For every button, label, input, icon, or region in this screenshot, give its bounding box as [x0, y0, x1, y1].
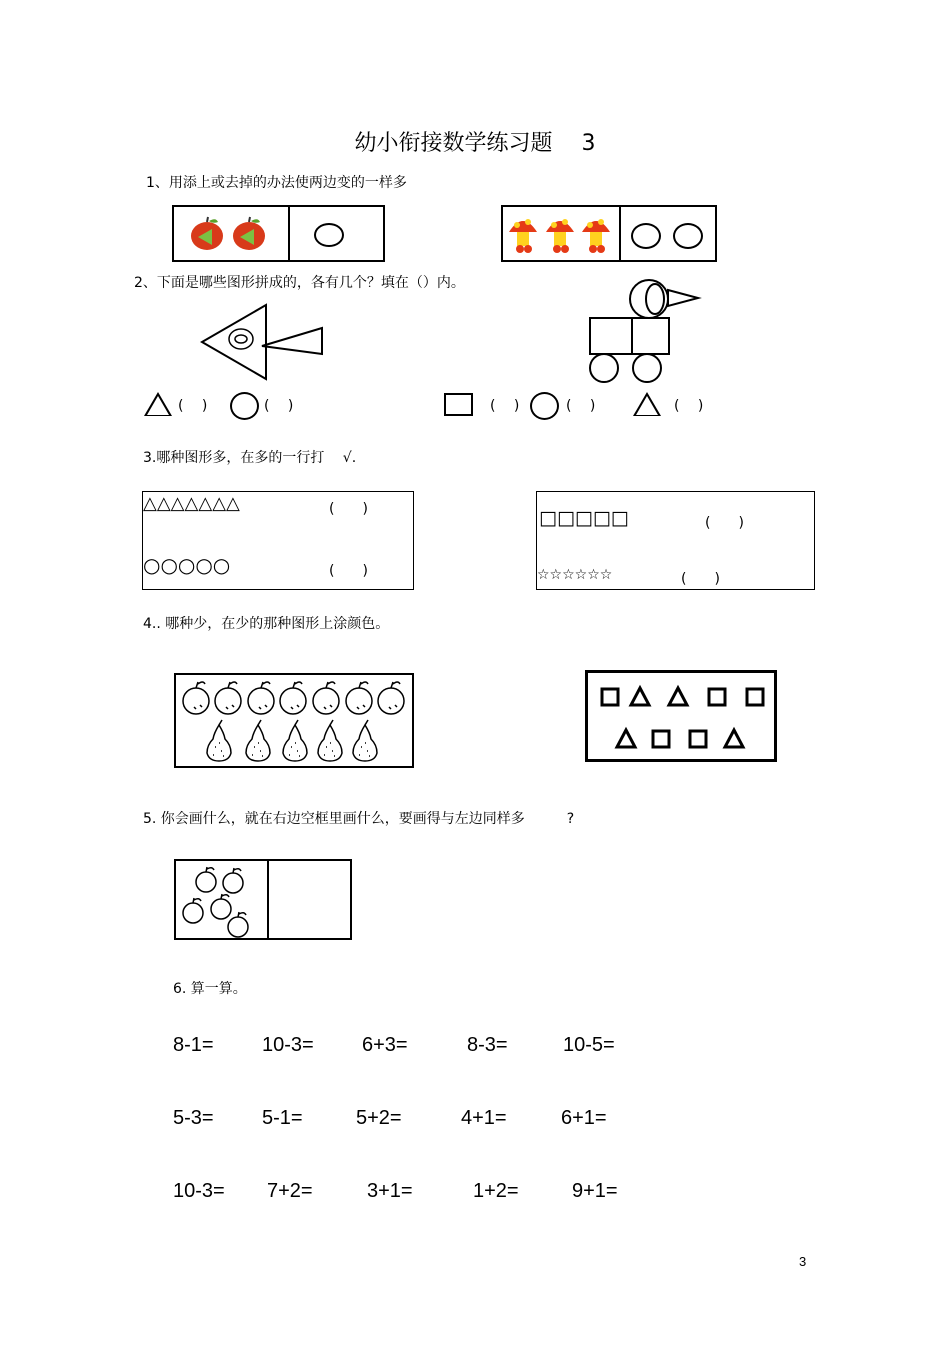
circle-icon: [530, 392, 559, 420]
circle-icon: [673, 223, 703, 249]
math-problem: 7+2=: [267, 1180, 313, 1202]
question-1-text: 1、用添上或去掉的办法使两边变的一样多: [146, 175, 407, 191]
math-problem: 9+1=: [572, 1180, 618, 1202]
question-4-text: 4.. 哪种少，在少的那种图形上涂颜色。: [143, 616, 390, 632]
math-problem: 5+2=: [356, 1107, 402, 1129]
answer-blank[interactable]: ( ): [264, 398, 294, 414]
star-row: ☆☆☆☆☆☆: [537, 567, 613, 583]
mushroom-icon: [506, 212, 540, 256]
triangle-icon: [144, 392, 172, 416]
q3-left-box: [142, 491, 414, 590]
math-problem: 5-3=: [173, 1107, 214, 1129]
answer-blank[interactable]: ( ): [490, 398, 520, 414]
circle-row: ○○○○○: [143, 553, 231, 577]
triangle-icon: [633, 392, 661, 416]
math-problem: 8-3=: [467, 1034, 508, 1056]
vehicle-figure: [585, 276, 705, 386]
answer-blank[interactable]: ( ): [674, 398, 704, 414]
math-problem: 3+1=: [367, 1180, 413, 1202]
mushroom-icon: [543, 212, 577, 256]
math-problem: 5-1=: [262, 1107, 303, 1129]
page-title: 幼小衔接数学练习题 3: [354, 131, 596, 156]
math-problem: 1+2=: [473, 1180, 519, 1202]
math-problem: 8-1=: [173, 1034, 214, 1056]
q1-right-box: [501, 205, 717, 262]
q4-shape-box: [585, 670, 777, 762]
triangle-row: △△△△△△△: [143, 493, 240, 514]
circle-icon: [314, 223, 344, 247]
math-problem: 6+3=: [362, 1034, 408, 1056]
apple-icon: [188, 215, 226, 253]
q5-draw-box: [174, 859, 352, 940]
math-problem: 10-5=: [563, 1034, 615, 1056]
question-5-text: 5. 你会画什么，就在右边空框里画什么，要画得与左边同样多 ?: [143, 811, 575, 827]
fish-figure: [196, 302, 328, 384]
answer-blank[interactable]: ( ): [178, 398, 208, 414]
question-6-text: 6. 算一算。: [173, 981, 247, 997]
math-problem: 6+1=: [561, 1107, 607, 1129]
square-icon: [444, 393, 473, 416]
page-number: 3: [799, 1254, 807, 1269]
q3-right-box: [536, 491, 815, 590]
answer-blank[interactable]: ( ): [566, 398, 596, 414]
question-2-text: 2、下面是哪些图形拼成的，各有几个？填在（）内。: [134, 275, 465, 291]
q1-left-box: [172, 205, 385, 262]
math-problem: 4+1=: [461, 1107, 507, 1129]
mushroom-icon: [579, 212, 613, 256]
apple-icon: [230, 215, 268, 253]
circle-icon: [631, 223, 661, 249]
circle-icon: [230, 392, 259, 420]
math-problem: 10-3=: [262, 1034, 314, 1056]
question-3-text: 3.哪种图形多，在多的一行打 √.: [143, 450, 357, 466]
square-row: □□□□□: [539, 507, 629, 529]
answer-blank[interactable]: ( ): [705, 515, 744, 531]
answer-blank[interactable]: ( ): [329, 501, 368, 517]
math-problem: 10-3=: [173, 1180, 225, 1202]
answer-blank[interactable]: ( ): [681, 571, 720, 587]
q4-fruit-box: [174, 673, 414, 768]
answer-blank[interactable]: ( ): [329, 563, 368, 579]
